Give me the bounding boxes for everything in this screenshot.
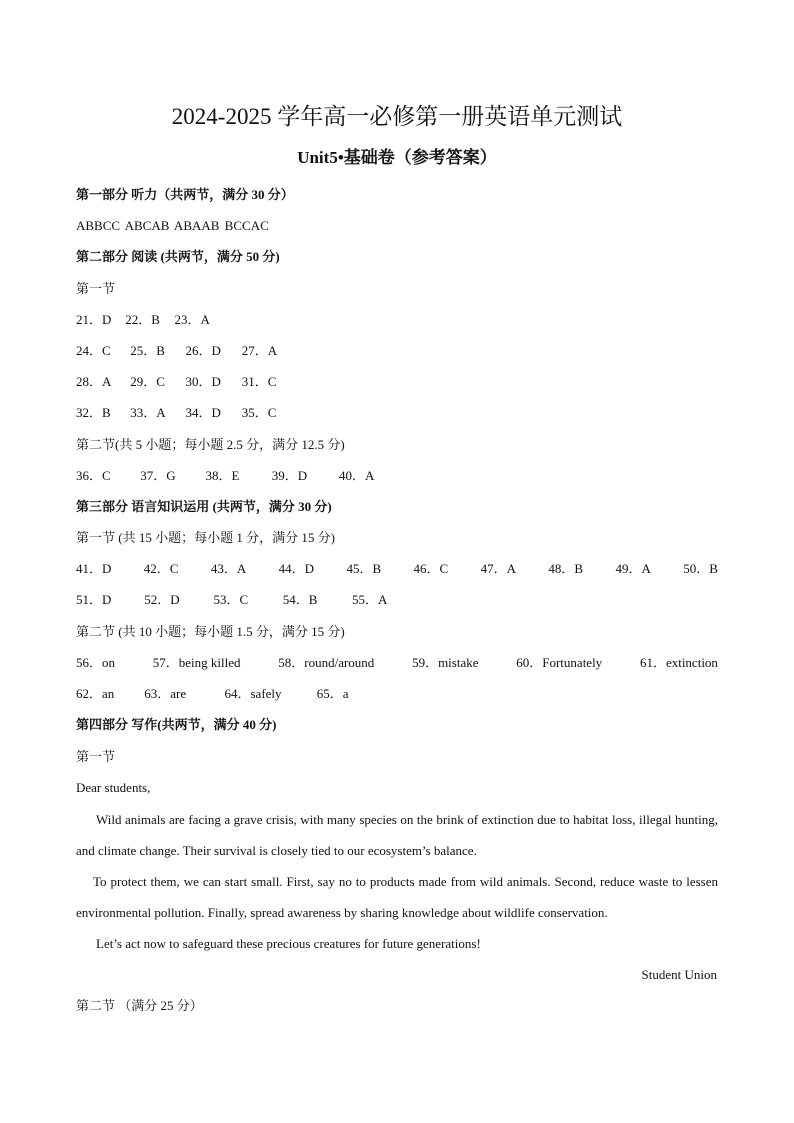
answer-item: 36．C <box>76 468 111 483</box>
answer-item: 55．A <box>352 592 388 607</box>
answer-item: 63．are <box>144 686 187 701</box>
answer-item: 31．C <box>241 374 277 389</box>
answer-item: 48．B <box>548 561 584 576</box>
answer-row <box>76 372 288 392</box>
part3-section2-label: 第二节 (共 10 小题；每小题 1.5 分，满分 15 分) <box>76 624 345 639</box>
letter-paragraph-2: To protect them, we can start small. First, say no to products made from wild animals. Second, reduce waste to lessen environmental pollution. Finally, spread awareness by sharing knowledge about wildlife conservation. <box>76 874 718 920</box>
answer-item: 60．Fortunately <box>516 655 603 670</box>
answer-item: 43．A <box>210 561 247 576</box>
part2-heading: 第二部分 阅读 (共两节，满分 50 分) <box>76 249 280 264</box>
answer-item: 54．B <box>282 592 318 607</box>
answer-item: 52．D <box>144 592 180 607</box>
answer-item: 49．A <box>615 561 651 576</box>
letter-salutation: Dear students, <box>76 780 151 795</box>
answer-item: 38．E <box>205 468 240 483</box>
answer-item: 40．A <box>339 468 375 483</box>
answer-item: 29．C <box>130 374 165 389</box>
part1-heading: 第一部分 听力（共两节，满分 30 分） <box>76 187 294 202</box>
answer-item: 45．B <box>346 561 382 576</box>
answer-item: 51．D <box>76 592 112 607</box>
answer-item: 39．D <box>271 468 308 483</box>
answer-item: 47．A <box>480 561 517 576</box>
page-title: 2024-2025 学年高一必修第一册英语单元测试 <box>171 104 623 129</box>
answer-row <box>76 684 363 704</box>
answer-item: 56．on <box>76 655 116 670</box>
answer-item: 34．D <box>185 405 221 420</box>
part3-section1-label: 第一节 (共 15 小题；每小题 1 分，满分 15 分) <box>76 530 335 545</box>
letter-paragraph-1: Wild animals are facing a grave crisis, with many species on the brink of extinction due to habitat loss, illegal hunting, and climate change. Their survival is closely tied to our ecosystem’s balance. <box>76 812 718 858</box>
answer-item: 23．A <box>174 312 210 327</box>
answer-item: 57．being killed <box>152 655 241 670</box>
answer-item: 28．A <box>76 374 112 389</box>
letter-signature: Student Union <box>641 967 717 982</box>
answer-item: 22．B <box>125 312 160 327</box>
answer-item: 62．an <box>76 686 115 701</box>
page-subtitle: Unit5•基础卷（参考答案） <box>297 148 497 167</box>
answer-item: 61．extinction <box>639 655 718 670</box>
answer-row <box>76 590 398 610</box>
answer-item: 35．C <box>241 405 277 420</box>
part4-heading: 第四部分 写作(共两节，满分 40 分) <box>76 717 277 732</box>
answer-item: 21．D <box>76 312 112 327</box>
answer-row <box>76 341 288 361</box>
answer-item: 50．B <box>683 561 718 576</box>
part1-answers: ABBCC ABCAB ABAAB BCCAC <box>76 218 269 233</box>
answer-item: 58．round/around <box>278 655 375 670</box>
answer-item: 32．B <box>76 405 111 420</box>
answer-item: 41．D <box>76 561 112 576</box>
answer-item: 42．C <box>143 561 179 576</box>
answer-item: 27．A <box>241 343 278 358</box>
part4-section1-label: 第一节 <box>76 749 116 764</box>
answer-item: 37．G <box>140 468 176 483</box>
letter-paragraph-3: Let’s act now to safeguard these precious creatures for future generations! <box>96 936 481 951</box>
answer-item: 30．D <box>185 374 221 389</box>
answer-item: 25．B <box>130 343 165 358</box>
part3-heading: 第三部分 语言知识运用 (共两节，满分 30 分) <box>76 499 332 514</box>
answer-item: 26．D <box>185 343 221 358</box>
answer-item: 44．D <box>278 561 315 576</box>
part4-section2-label: 第二节 （满分 25 分） <box>76 998 203 1013</box>
part2-section1-label: 第一节 <box>76 281 116 296</box>
answer-row <box>76 653 718 673</box>
answer-item: 59．mistake <box>412 655 479 670</box>
answer-item: 64．safely <box>224 686 282 701</box>
answer-row <box>76 559 718 579</box>
part2-section2-label: 第二节(共 5 小题；每小题 2.5 分，满分 12.5 分) <box>76 437 345 452</box>
answer-item: 46．C <box>413 561 449 576</box>
answer-row <box>76 466 385 486</box>
answer-item: 24．C <box>76 343 111 358</box>
answer-row <box>76 310 221 330</box>
answer-item: 53．C <box>213 592 249 607</box>
answer-item: 33．A <box>130 405 166 420</box>
answer-row <box>76 403 288 423</box>
answer-item: 65．a <box>316 686 349 701</box>
